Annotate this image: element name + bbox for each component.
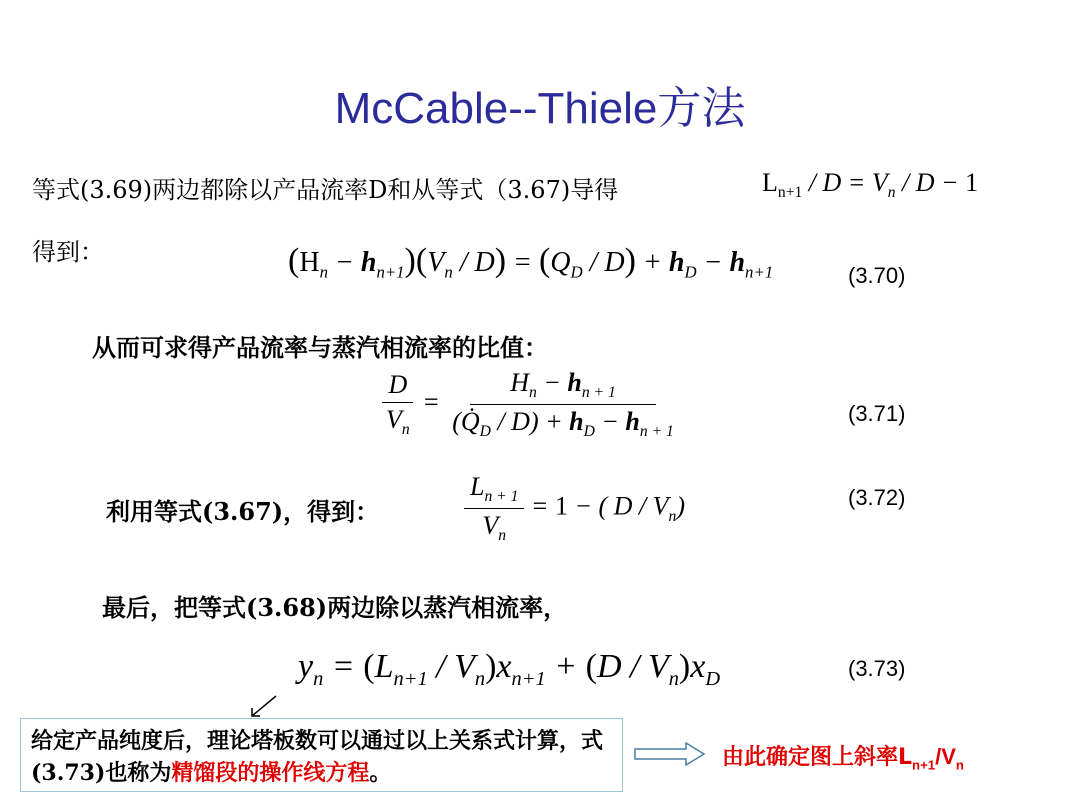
ratio-line: [92, 328, 548, 363]
note-highlight: 精馏段的操作线方程: [171, 760, 370, 786]
equation-number-3-72: (3.72): [848, 485, 906, 510]
note-text: 给定产品纯度后，理论塔板数可以通过以上关系式计算，式(3.73)也称为: [31, 728, 604, 786]
note-box: [20, 718, 623, 792]
using-text: 利用等式(3.67)，得到：: [106, 497, 380, 526]
intro-line: [32, 170, 618, 205]
slope-conclusion: [722, 740, 964, 772]
intro-text: 等式(3.69)两边都除以产品流率D和从等式（3.67)导得: [32, 176, 619, 204]
equation-3-72: $\frac{L_{n + 1}}{V_n}$ = 1 − ( D / $V_n$): [464, 472, 685, 545]
equation-3-70: $(H_n - h_{n+1})(V_n / D) = (Q_D / D) + h_D - h_{n+1}$: [288, 242, 774, 282]
title-latin: McCable--Thiele: [334, 84, 658, 133]
equation-number-3-73: (3.73): [848, 656, 906, 681]
page-title: [0, 72, 1080, 136]
title-cn: 方法: [657, 83, 746, 134]
note-end: 。: [369, 760, 392, 786]
result-text: 由此确定图上斜率L: [722, 745, 913, 770]
result-sub2: n: [955, 757, 964, 773]
equation-3-73: $y_n = (L_{n+1} / V_n)x_{n+1} + (D / V_n)x_D$: [298, 648, 721, 690]
obtain-line: [32, 232, 104, 267]
finally-line: [102, 588, 567, 623]
finally-text: 最后，把等式(3.68)两边除以蒸汽相流率，: [102, 593, 568, 622]
formula-intro: $L_{n+1} / D = V_n / D - 1$: [762, 168, 979, 202]
result-sub: n+1: [912, 757, 936, 773]
equation-number-3-71: (3.71): [848, 401, 906, 426]
ratio-text: 从而可求得产品流率与蒸汽相流率的比值：: [92, 333, 548, 362]
using-line: [106, 492, 379, 527]
equation-3-71: $\frac{D}{V_n}$ = $\frac{H_n - h_{n + 1}}{(Q̇_D / D) + h_D - h_{n + 1}}$: [380, 368, 680, 441]
right-arrow-icon: [634, 742, 706, 766]
obtain-text: 得到：: [32, 238, 104, 266]
result-tail: /V: [935, 744, 956, 769]
equation-number-3-70: (3.70): [848, 263, 906, 288]
